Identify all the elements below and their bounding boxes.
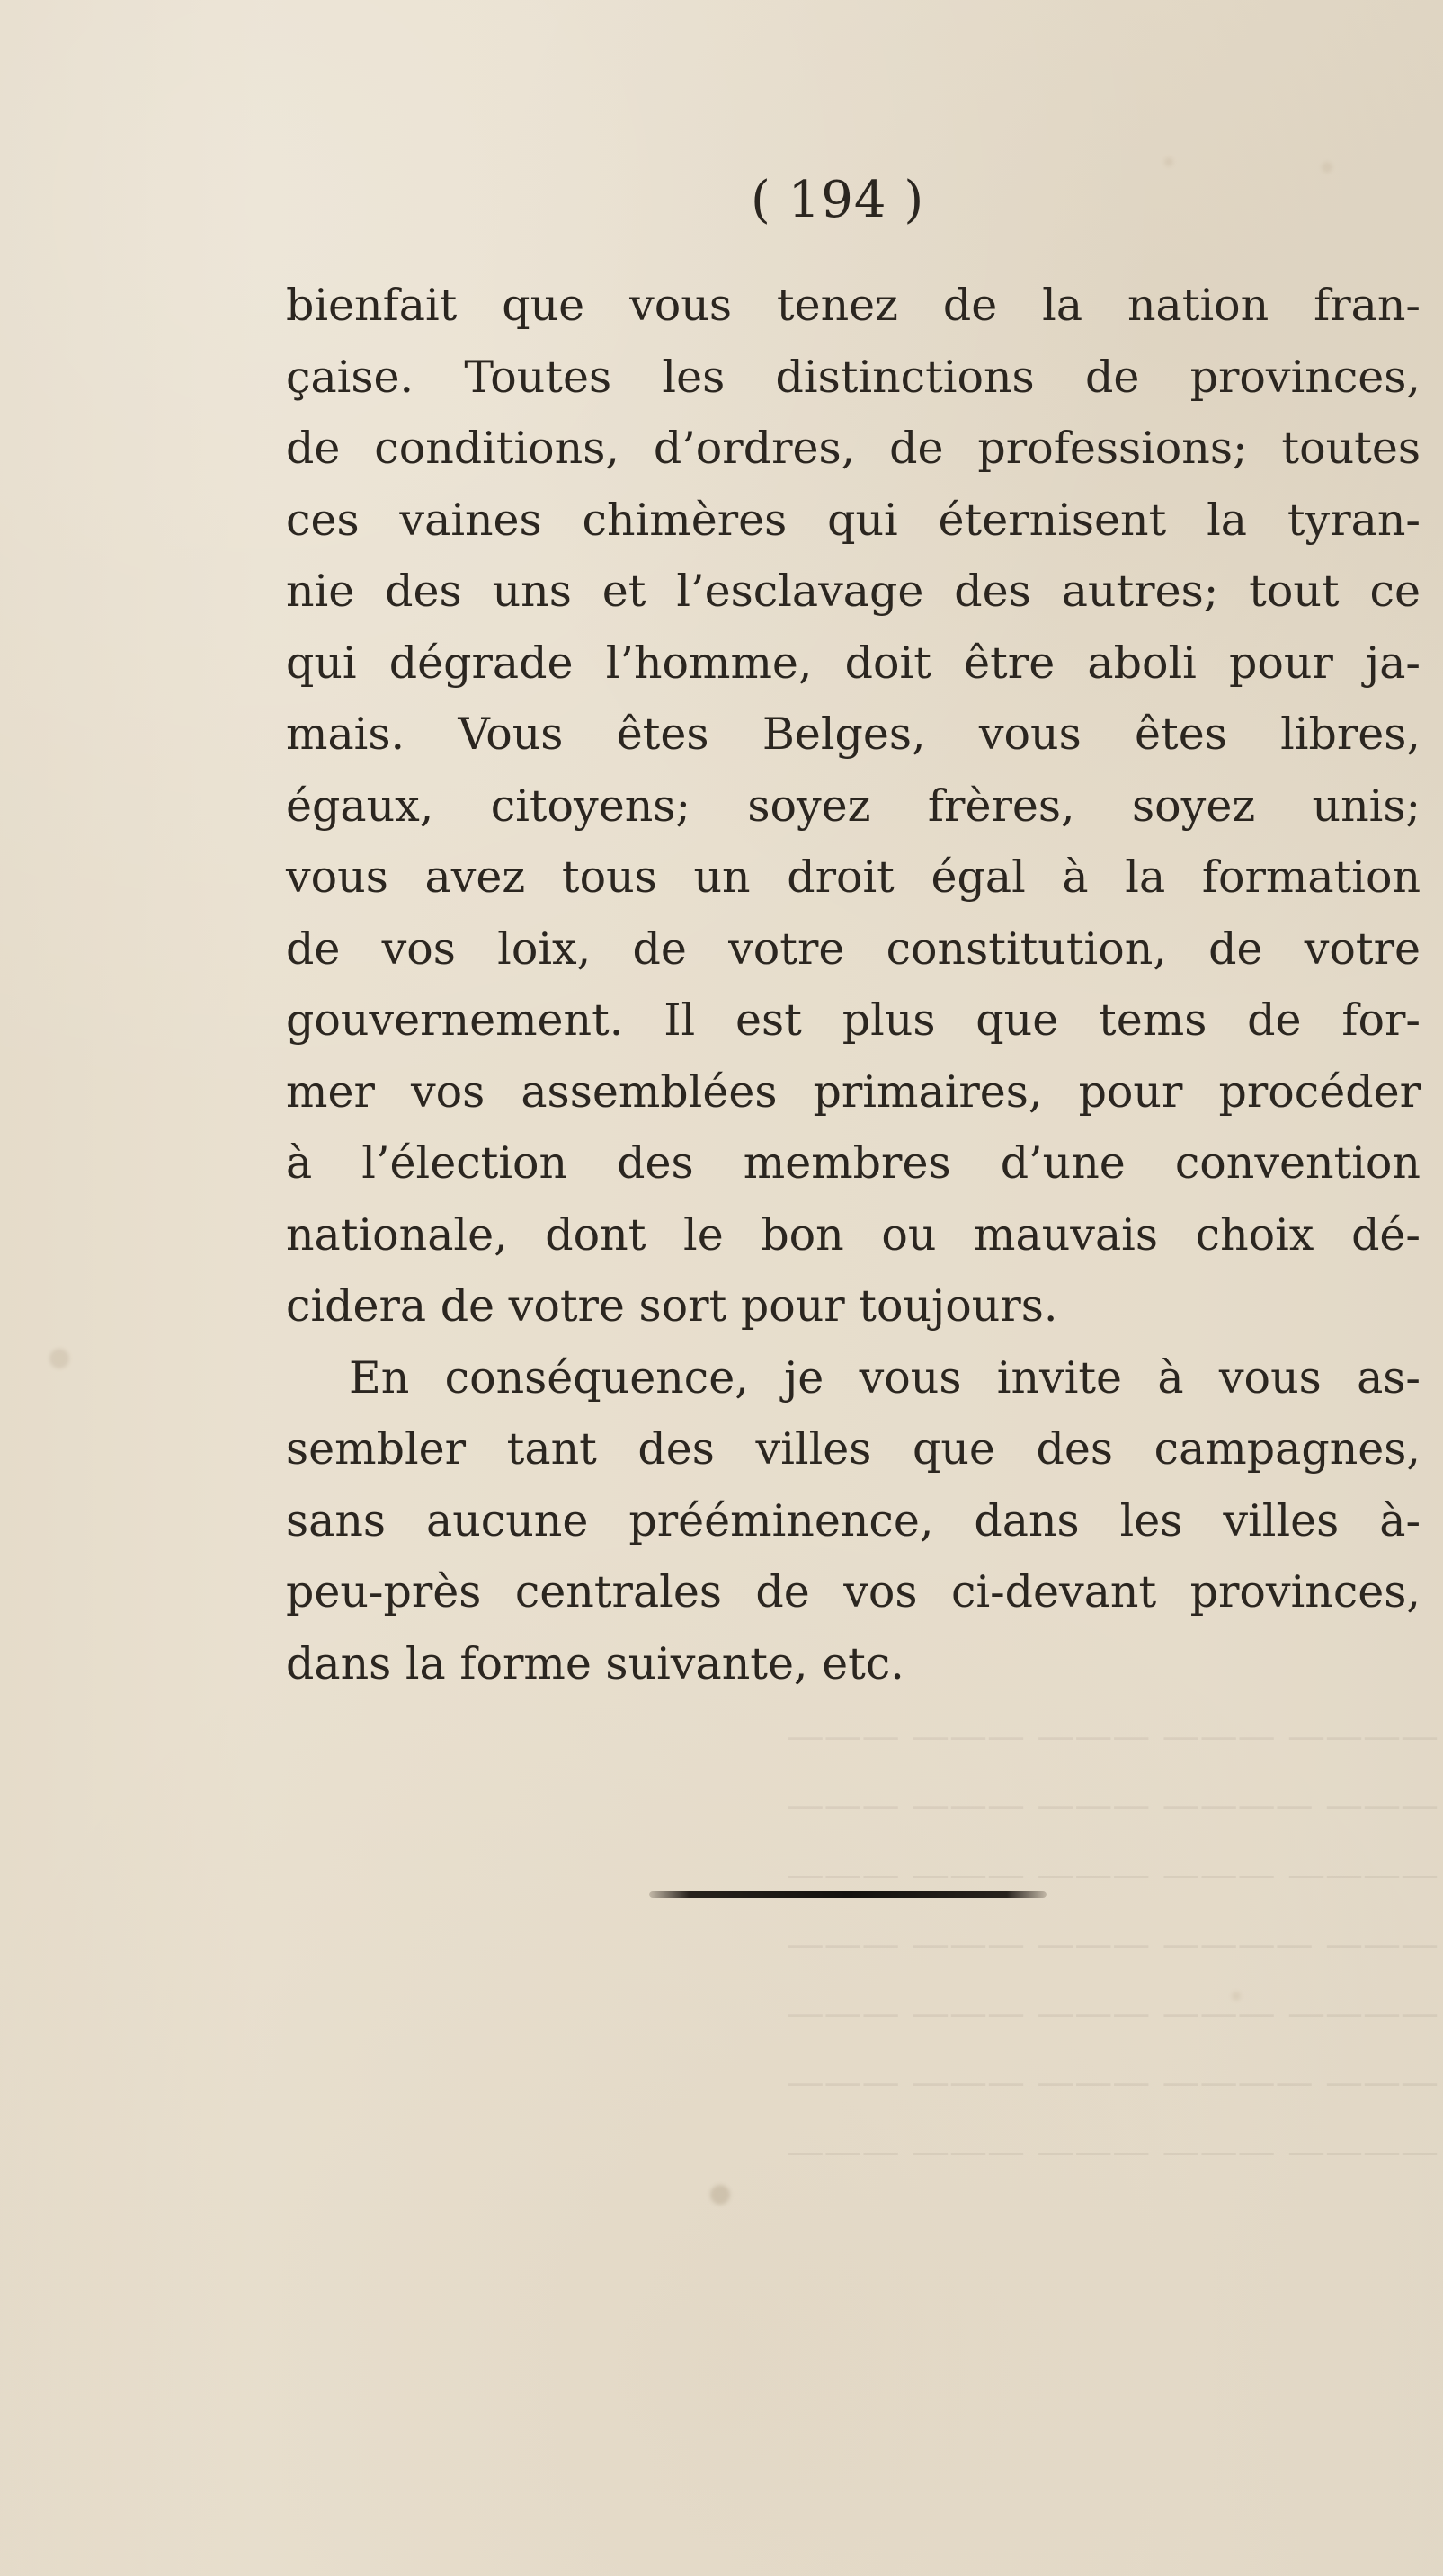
text-line: dans la forme suivante, etc. bbox=[286, 1637, 904, 1689]
text-line: nationale, dont le bon ou mauvais choix dé- bbox=[286, 1208, 1421, 1261]
section-divider bbox=[649, 1891, 1047, 1898]
text-line: à l’élection des membres d’une convention bbox=[286, 1137, 1421, 1189]
text-line: mer vos assemblées primaires, pour procéder bbox=[286, 1065, 1421, 1118]
text-line: sans aucune prééminence, dans les villes à- bbox=[286, 1494, 1421, 1546]
paper-spot bbox=[710, 2185, 730, 2205]
paper-spot bbox=[49, 1349, 69, 1368]
text-line: vous avez tous un droit égal à la formation bbox=[286, 851, 1421, 903]
page-number: ( 194 ) bbox=[751, 171, 925, 229]
text-line: En conséquence, je vous invite à vous as- bbox=[349, 1351, 1421, 1404]
text-line: de conditions, d’ordres, de professions; toutes bbox=[286, 423, 1421, 474]
text-line: nie des uns et l’esclavage des autres; tout ce bbox=[286, 566, 1421, 617]
text-line: bienfait que vous tenez de la nation fran- bbox=[286, 280, 1421, 331]
text-line: sembler tant des villes que des campagnes, bbox=[286, 1423, 1421, 1475]
paper-spot bbox=[1232, 1992, 1241, 2001]
document-body bbox=[286, 270, 1421, 1699]
text-line: peu-près centrales de vos ci-devant provinces, bbox=[286, 1566, 1421, 1618]
text-line: de vos loix, de votre constitution, de votre bbox=[286, 923, 1421, 975]
text-line: gouvernement. Il est plus que tems de for- bbox=[286, 994, 1421, 1046]
text-line: çaise. Toutes les distinctions de provinces, bbox=[286, 351, 1421, 403]
text-line: égaux, citoyens; soyez frères, soyez unis; bbox=[286, 780, 1421, 832]
text-line: qui dégrade l’homme, doit être aboli pour ja- bbox=[286, 637, 1421, 689]
text-line: ces vaines chimères qui éternisent la tyran- bbox=[286, 494, 1421, 546]
text-line: mais. Vous êtes Belges, vous êtes libres, bbox=[286, 709, 1421, 760]
paper-spot bbox=[1164, 157, 1173, 166]
paper-spot bbox=[1322, 162, 1332, 173]
bleed-through-text: ———— ——— ——— ——— ——— ——— ———— ——— ——— ——— ———— ——— ——— ——— ——— ——— ———— ——— ——— ——— ———— ——— ——— ——— ——— ——— ———— ——— ——— ——— ———— ——— ——— ——— ——— bbox=[786, 1714, 1439, 2173]
text-line: cidera de votre sort pour toujours. bbox=[286, 1280, 1058, 1332]
